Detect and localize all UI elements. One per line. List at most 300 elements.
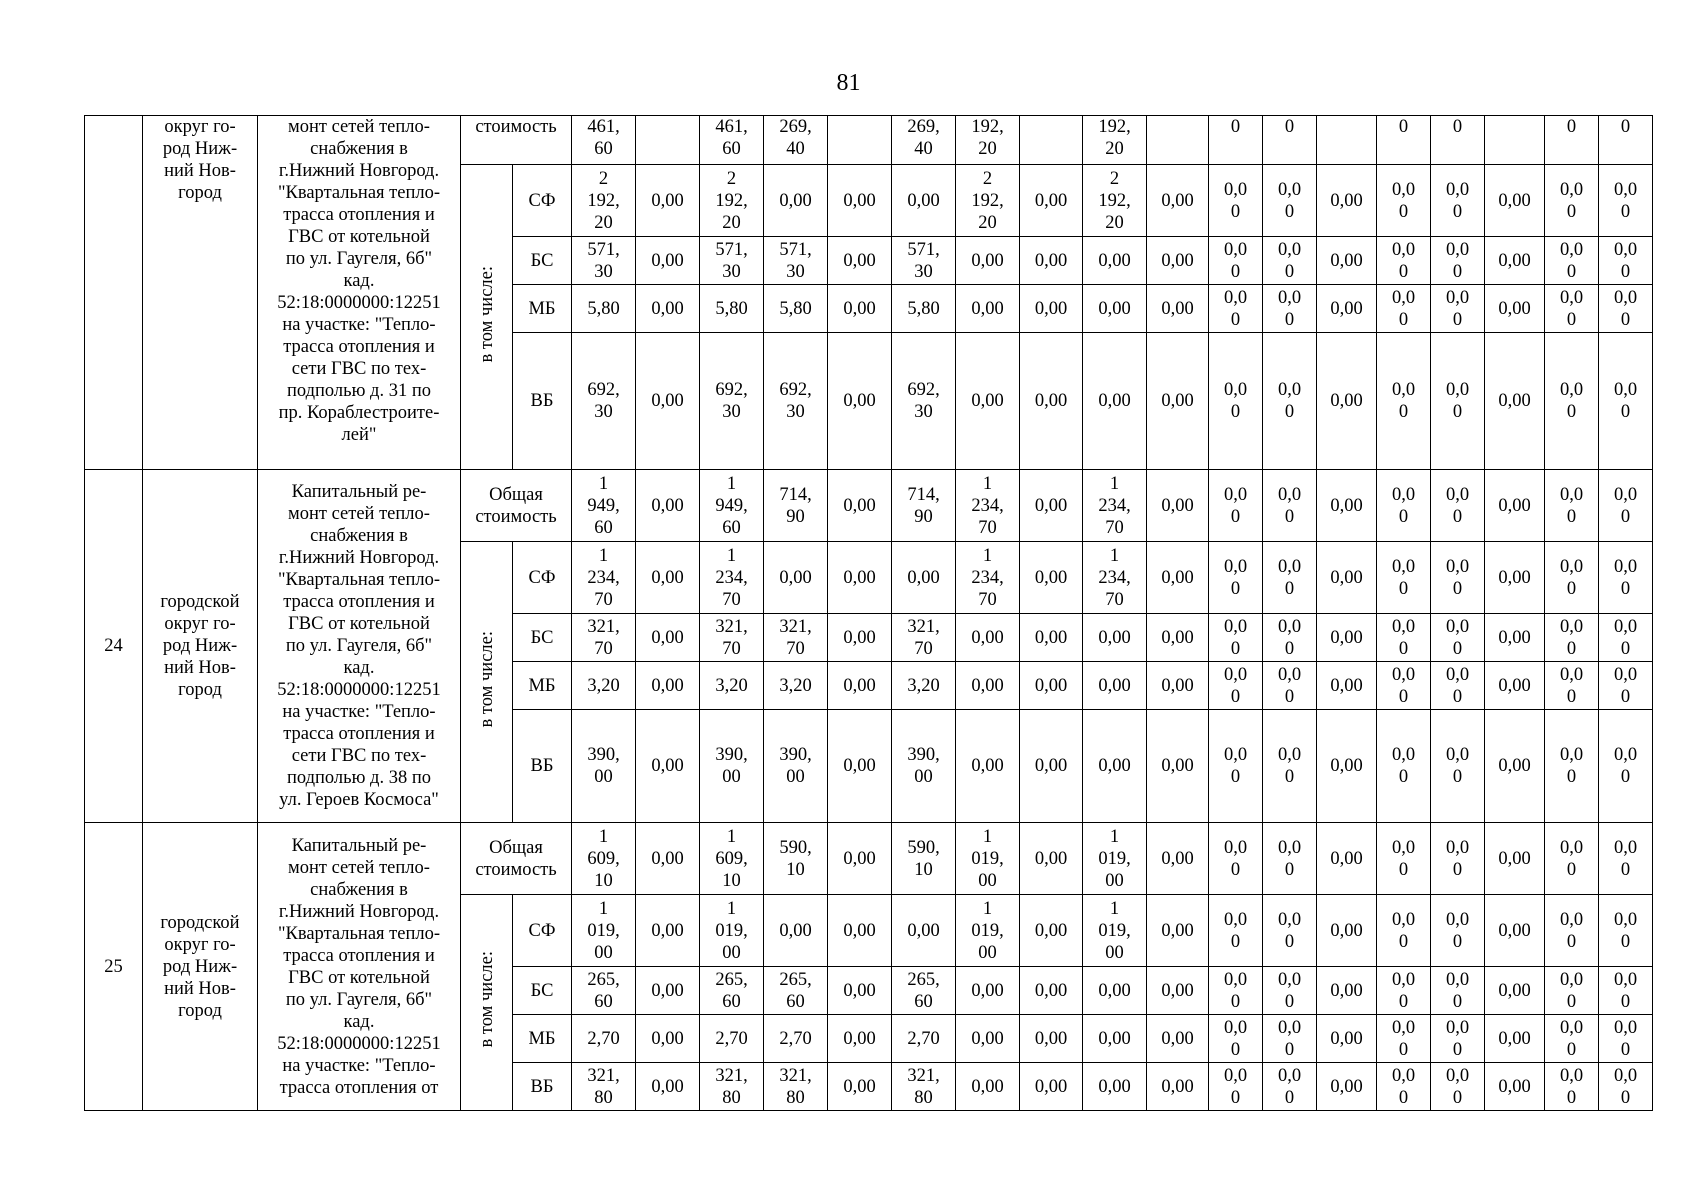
municipality-cell: городской округ го- род Ниж- ний Нов- город bbox=[143, 823, 258, 1111]
value-cell: 0,0 0 bbox=[1263, 542, 1317, 614]
value-cell: 0,0 0 bbox=[1209, 614, 1263, 662]
value-cell: 0,00 bbox=[828, 237, 892, 285]
value-cell: 0,00 bbox=[1485, 710, 1545, 823]
value-cell: 0,0 0 bbox=[1209, 823, 1263, 895]
value-cell: 0,00 bbox=[1020, 237, 1083, 285]
value-cell: 0,00 bbox=[1083, 1015, 1147, 1063]
value-cell: 5,80 bbox=[764, 285, 828, 333]
value-cell: 0,00 bbox=[1020, 967, 1083, 1015]
value-cell: 0,00 bbox=[1485, 165, 1545, 237]
value-cell: 1 019, 00 bbox=[1083, 823, 1147, 895]
value-cell: 0,0 0 bbox=[1545, 237, 1599, 285]
value-cell: 0,00 bbox=[1020, 333, 1083, 470]
value-cell: 0,00 bbox=[1317, 710, 1377, 823]
value-cell: 0,00 bbox=[828, 1015, 892, 1063]
value-cell: 0,00 bbox=[1317, 470, 1377, 542]
value-cell: 0,0 0 bbox=[1599, 823, 1653, 895]
value-cell: 0,0 0 bbox=[1377, 470, 1431, 542]
value-cell: 0,0 0 bbox=[1431, 614, 1485, 662]
value-cell: 0,00 bbox=[828, 710, 892, 823]
value-cell: 0,00 bbox=[1020, 895, 1083, 967]
funding-source-label: БС bbox=[513, 614, 572, 662]
value-cell: 1 949, 60 bbox=[700, 470, 764, 542]
value-cell: 0,00 bbox=[1317, 542, 1377, 614]
value-cell: 3,20 bbox=[892, 662, 956, 710]
value-cell: 0,0 0 bbox=[1431, 710, 1485, 823]
value-cell: 2,70 bbox=[700, 1015, 764, 1063]
value-cell: 3,20 bbox=[572, 662, 636, 710]
value-cell: 0,00 bbox=[1485, 1063, 1545, 1111]
value-cell: 192, 20 bbox=[956, 116, 1020, 165]
funding-source-label: МБ bbox=[513, 662, 572, 710]
value-cell: 0,0 0 bbox=[1599, 333, 1653, 470]
value-cell: 0,00 bbox=[636, 285, 700, 333]
value-cell: 1 019, 00 bbox=[956, 895, 1020, 967]
value-cell: 321, 80 bbox=[764, 1063, 828, 1111]
value-cell: 0,00 bbox=[1317, 1063, 1377, 1111]
value-cell: 0 bbox=[1263, 116, 1317, 165]
value-cell: 0,00 bbox=[828, 333, 892, 470]
value-cell: 714, 90 bbox=[892, 470, 956, 542]
value-cell: 0,00 bbox=[1485, 285, 1545, 333]
table-row bbox=[85, 823, 1653, 895]
value-cell: 0,00 bbox=[956, 662, 1020, 710]
value-cell: 0,00 bbox=[828, 285, 892, 333]
value-cell: 0,00 bbox=[828, 895, 892, 967]
value-cell: 0,00 bbox=[1317, 823, 1377, 895]
funding-source-label: МБ bbox=[513, 285, 572, 333]
value-cell: 265, 60 bbox=[700, 967, 764, 1015]
value-cell: 0,0 0 bbox=[1263, 662, 1317, 710]
value-cell: 0,00 bbox=[892, 895, 956, 967]
value-cell: 0,0 0 bbox=[1377, 662, 1431, 710]
value-cell: 0,0 0 bbox=[1263, 237, 1317, 285]
value-cell: 571, 30 bbox=[700, 237, 764, 285]
value-cell: 0,00 bbox=[1485, 237, 1545, 285]
municipality-cell: округ го- род Ниж- ний Нов- город bbox=[143, 116, 258, 470]
value-cell: 192, 20 bbox=[1083, 116, 1147, 165]
value-cell: 0,0 0 bbox=[1431, 1015, 1485, 1063]
value-cell: 2,70 bbox=[892, 1015, 956, 1063]
value-cell: 0,0 0 bbox=[1599, 614, 1653, 662]
value-cell: 0 bbox=[1377, 116, 1431, 165]
value-cell: 0,00 bbox=[1083, 662, 1147, 710]
value-cell: 0,00 bbox=[636, 470, 700, 542]
value-cell: 0,0 0 bbox=[1599, 285, 1653, 333]
value-cell: 0,0 0 bbox=[1377, 285, 1431, 333]
value-cell: 269, 40 bbox=[892, 116, 956, 165]
value-cell: 0,00 bbox=[1485, 614, 1545, 662]
value-cell: 0,0 0 bbox=[1377, 614, 1431, 662]
value-cell: 0,00 bbox=[1147, 614, 1209, 662]
value-cell: 0,0 0 bbox=[1377, 710, 1431, 823]
value-cell: 0,0 0 bbox=[1545, 614, 1599, 662]
including-label-cell bbox=[461, 165, 513, 470]
value-cell: 265, 60 bbox=[892, 967, 956, 1015]
value-cell: 714, 90 bbox=[764, 470, 828, 542]
table-row bbox=[85, 470, 1653, 542]
value-cell: 571, 30 bbox=[764, 237, 828, 285]
value-cell: 0,00 bbox=[1147, 823, 1209, 895]
value-cell: 321, 70 bbox=[892, 614, 956, 662]
value-cell: 0,0 0 bbox=[1377, 895, 1431, 967]
value-cell: 0,00 bbox=[1083, 614, 1147, 662]
value-cell: 0,00 bbox=[1485, 470, 1545, 542]
value-cell: 0,0 0 bbox=[1431, 662, 1485, 710]
funding-source-label: МБ bbox=[513, 1015, 572, 1063]
value-cell: 390, 00 bbox=[572, 710, 636, 823]
including-label-cell bbox=[461, 895, 513, 1111]
value-cell bbox=[1317, 116, 1377, 165]
value-cell: 0,00 bbox=[1083, 285, 1147, 333]
value-cell: 692, 30 bbox=[700, 333, 764, 470]
value-cell: 2 192, 20 bbox=[1083, 165, 1147, 237]
value-cell: 0,00 bbox=[636, 895, 700, 967]
value-cell: 0,00 bbox=[956, 1015, 1020, 1063]
including-label: в том числе: bbox=[476, 630, 497, 728]
row-number: 24 bbox=[85, 470, 143, 823]
value-cell: 0,0 0 bbox=[1545, 1015, 1599, 1063]
value-cell: 0,0 0 bbox=[1545, 895, 1599, 967]
value-cell: 0,0 0 bbox=[1209, 237, 1263, 285]
including-label: в том числе: bbox=[476, 951, 497, 1048]
value-cell: 265, 60 bbox=[572, 967, 636, 1015]
value-cell: 0,0 0 bbox=[1209, 895, 1263, 967]
value-cell: 0,0 0 bbox=[1599, 1063, 1653, 1111]
value-cell: 2 192, 20 bbox=[572, 165, 636, 237]
value-cell: 0,0 0 bbox=[1599, 165, 1653, 237]
value-cell: 0,00 bbox=[956, 237, 1020, 285]
funding-source-label: ВБ bbox=[513, 333, 572, 470]
value-cell: 0,0 0 bbox=[1263, 333, 1317, 470]
row-number bbox=[85, 116, 143, 470]
value-cell: 0,00 bbox=[1147, 165, 1209, 237]
value-cell: 321, 80 bbox=[572, 1063, 636, 1111]
value-cell: 461, 60 bbox=[572, 116, 636, 165]
value-cell: 0,0 0 bbox=[1431, 165, 1485, 237]
value-cell: 0,00 bbox=[636, 662, 700, 710]
value-cell: 0 bbox=[1209, 116, 1263, 165]
value-cell: 692, 30 bbox=[764, 333, 828, 470]
value-cell: 0,0 0 bbox=[1209, 710, 1263, 823]
value-cell: 5,80 bbox=[572, 285, 636, 333]
funding-source-label: ВБ bbox=[513, 710, 572, 823]
value-cell: 390, 00 bbox=[700, 710, 764, 823]
value-cell: 0,00 bbox=[1020, 614, 1083, 662]
value-cell: 0,00 bbox=[1147, 542, 1209, 614]
value-cell: 321, 80 bbox=[892, 1063, 956, 1111]
value-cell bbox=[1485, 116, 1545, 165]
value-cell: 0,00 bbox=[1083, 333, 1147, 470]
funding-source-label: БС bbox=[513, 967, 572, 1015]
value-cell: 0,0 0 bbox=[1431, 967, 1485, 1015]
value-cell: 0,0 0 bbox=[1599, 470, 1653, 542]
value-cell: 0,0 0 bbox=[1263, 967, 1317, 1015]
value-cell: 321, 70 bbox=[700, 614, 764, 662]
value-cell: 0,0 0 bbox=[1377, 967, 1431, 1015]
value-cell: 1 019, 00 bbox=[700, 895, 764, 967]
value-cell: 0,00 bbox=[1317, 237, 1377, 285]
value-cell: 3,20 bbox=[764, 662, 828, 710]
value-cell: 1 234, 70 bbox=[956, 542, 1020, 614]
value-cell: 0,0 0 bbox=[1545, 710, 1599, 823]
value-cell: 0,00 bbox=[1020, 1015, 1083, 1063]
value-cell: 0,00 bbox=[636, 710, 700, 823]
value-cell: 0,00 bbox=[1020, 1063, 1083, 1111]
value-cell: 1 949, 60 bbox=[572, 470, 636, 542]
value-cell: 0,0 0 bbox=[1377, 1063, 1431, 1111]
value-cell: 0,0 0 bbox=[1263, 285, 1317, 333]
value-cell: 321, 80 bbox=[700, 1063, 764, 1111]
value-cell: 0,0 0 bbox=[1545, 662, 1599, 710]
value-cell: 692, 30 bbox=[572, 333, 636, 470]
value-cell: 390, 00 bbox=[764, 710, 828, 823]
value-cell: 0,00 bbox=[1083, 967, 1147, 1015]
value-cell: 0 bbox=[1599, 116, 1653, 165]
value-cell: 0,0 0 bbox=[1209, 470, 1263, 542]
value-cell: 0,0 0 bbox=[1545, 470, 1599, 542]
value-cell: 0,00 bbox=[1020, 542, 1083, 614]
value-cell: 0,00 bbox=[1317, 333, 1377, 470]
value-cell: 0,0 0 bbox=[1377, 165, 1431, 237]
value-cell: 3,20 bbox=[700, 662, 764, 710]
value-cell: 0,00 bbox=[1485, 895, 1545, 967]
value-cell: 0,0 0 bbox=[1263, 614, 1317, 662]
value-cell: 0,00 bbox=[1147, 662, 1209, 710]
value-cell: 0,00 bbox=[1020, 710, 1083, 823]
value-cell: 0,00 bbox=[956, 285, 1020, 333]
value-cell: 0,00 bbox=[1020, 823, 1083, 895]
value-cell: 0,00 bbox=[1083, 710, 1147, 823]
value-cell: 0,0 0 bbox=[1599, 662, 1653, 710]
value-cell: 0,0 0 bbox=[1263, 1063, 1317, 1111]
value-cell: 0,00 bbox=[1317, 895, 1377, 967]
value-cell: 1 019, 00 bbox=[572, 895, 636, 967]
value-cell: 269, 40 bbox=[764, 116, 828, 165]
value-cell: 0,00 bbox=[1083, 1063, 1147, 1111]
value-cell: 0,0 0 bbox=[1431, 237, 1485, 285]
value-cell: 0,00 bbox=[828, 823, 892, 895]
value-cell: 0,0 0 bbox=[1263, 895, 1317, 967]
value-cell: 0,0 0 bbox=[1431, 542, 1485, 614]
value-cell: 0,0 0 bbox=[1599, 967, 1653, 1015]
value-cell: 0,00 bbox=[764, 895, 828, 967]
value-cell: 0,0 0 bbox=[1209, 285, 1263, 333]
value-cell: 0,00 bbox=[636, 1063, 700, 1111]
page-number: 81 bbox=[836, 70, 861, 96]
value-cell: 0,0 0 bbox=[1377, 1015, 1431, 1063]
value-cell: 0,00 bbox=[956, 1063, 1020, 1111]
value-cell: 0,00 bbox=[956, 614, 1020, 662]
object-description-cell: монт сетей тепло- снабжения в г.Нижний Новгород. "Квартальная тепло- трасса отопления и ГВС от котельной по ул. Гаугеля, 6б" кад. 52:18:0000000:12251 на участке: "Тепло- трасса отопления и сети ГВС по тех- подполью д. 31 по пр. Кораблестроите- лей" bbox=[258, 116, 461, 470]
total-cost-label: Общая стоимость bbox=[461, 823, 572, 895]
value-cell: 0,0 0 bbox=[1263, 1015, 1317, 1063]
including-label: в том числе: bbox=[476, 265, 497, 363]
value-cell: 0,0 0 bbox=[1545, 542, 1599, 614]
table-row bbox=[85, 116, 1653, 165]
value-cell: 0,0 0 bbox=[1431, 1063, 1485, 1111]
object-description-cell: Капитальный ре- монт сетей тепло- снабжения в г.Нижний Новгород. "Квартальная тепло- трасса отопления и ГВС от котельной по ул. Гаугеля, 6б" кад. 52:18:0000000:12251 на участке: "Тепло- трасса отопления и сети ГВС по тех- подполью д. 38 по ул. Героев Космоса" bbox=[258, 470, 461, 823]
value-cell: 0,0 0 bbox=[1209, 333, 1263, 470]
value-cell: 0,00 bbox=[1147, 1015, 1209, 1063]
row-number: 25 bbox=[85, 823, 143, 1111]
value-cell: 0,0 0 bbox=[1431, 333, 1485, 470]
municipality-cell: городской округ го- род Ниж- ний Нов- город bbox=[143, 470, 258, 823]
value-cell: 0,0 0 bbox=[1209, 165, 1263, 237]
value-cell: 0,00 bbox=[1317, 285, 1377, 333]
funding-source-label: СФ bbox=[513, 542, 572, 614]
value-cell: 0,00 bbox=[1147, 1063, 1209, 1111]
value-cell: 0,0 0 bbox=[1545, 823, 1599, 895]
value-cell: 0,00 bbox=[636, 542, 700, 614]
value-cell: 1 019, 00 bbox=[1083, 895, 1147, 967]
value-cell: 0,0 0 bbox=[1545, 165, 1599, 237]
value-cell: 461, 60 bbox=[700, 116, 764, 165]
value-cell: 1 019, 00 bbox=[956, 823, 1020, 895]
value-cell bbox=[1147, 116, 1209, 165]
value-cell: 0,00 bbox=[1147, 710, 1209, 823]
value-cell: 0,0 0 bbox=[1377, 333, 1431, 470]
value-cell: 0,0 0 bbox=[1599, 1015, 1653, 1063]
value-cell: 0,00 bbox=[828, 1063, 892, 1111]
value-cell: 0,00 bbox=[1485, 542, 1545, 614]
value-cell: 0,0 0 bbox=[1263, 470, 1317, 542]
value-cell: 0 bbox=[1431, 116, 1485, 165]
value-cell: 321, 70 bbox=[572, 614, 636, 662]
value-cell: 0,00 bbox=[1317, 614, 1377, 662]
value-cell: 1 234, 70 bbox=[956, 470, 1020, 542]
value-cell bbox=[1020, 116, 1083, 165]
value-cell: 0,00 bbox=[1020, 165, 1083, 237]
value-cell: 0,0 0 bbox=[1599, 542, 1653, 614]
value-cell: 0,0 0 bbox=[1431, 285, 1485, 333]
value-cell: 1 609, 10 bbox=[572, 823, 636, 895]
value-cell: 321, 70 bbox=[764, 614, 828, 662]
value-cell: 0,00 bbox=[636, 333, 700, 470]
value-cell: 1 234, 70 bbox=[1083, 542, 1147, 614]
value-cell bbox=[636, 116, 700, 165]
value-cell: 0,00 bbox=[828, 967, 892, 1015]
value-cell: 0,00 bbox=[892, 542, 956, 614]
value-cell: 0,00 bbox=[1317, 1015, 1377, 1063]
value-cell: 0,0 0 bbox=[1599, 710, 1653, 823]
value-cell: 692, 30 bbox=[892, 333, 956, 470]
value-cell: 0,0 0 bbox=[1209, 1063, 1263, 1111]
value-cell: 0,00 bbox=[636, 823, 700, 895]
value-cell: 0,00 bbox=[956, 967, 1020, 1015]
value-cell: 2,70 bbox=[572, 1015, 636, 1063]
value-cell bbox=[828, 116, 892, 165]
value-cell: 0,00 bbox=[1485, 823, 1545, 895]
value-cell: 0,00 bbox=[1020, 470, 1083, 542]
value-cell: 0,00 bbox=[828, 614, 892, 662]
value-cell: 0,0 0 bbox=[1377, 237, 1431, 285]
total-cost-label: Общая стоимость bbox=[461, 470, 572, 542]
value-cell: 0,00 bbox=[956, 333, 1020, 470]
value-cell: 1 234, 70 bbox=[700, 542, 764, 614]
value-cell: 571, 30 bbox=[572, 237, 636, 285]
value-cell: 0,0 0 bbox=[1209, 542, 1263, 614]
value-cell: 0,0 0 bbox=[1209, 662, 1263, 710]
value-cell: 0,00 bbox=[1020, 662, 1083, 710]
value-cell: 571, 30 bbox=[892, 237, 956, 285]
value-cell: 1 234, 70 bbox=[572, 542, 636, 614]
value-cell: 0,00 bbox=[1147, 237, 1209, 285]
value-cell: 0,00 bbox=[636, 614, 700, 662]
value-cell: 0,0 0 bbox=[1599, 237, 1653, 285]
value-cell: 0,00 bbox=[828, 662, 892, 710]
value-cell: 0,00 bbox=[636, 967, 700, 1015]
value-cell: 0,00 bbox=[1147, 470, 1209, 542]
value-cell: 5,80 bbox=[892, 285, 956, 333]
value-cell: 0 bbox=[1545, 116, 1599, 165]
total-cost-label: стоимость bbox=[461, 116, 572, 165]
funding-source-label: БС bbox=[513, 237, 572, 285]
value-cell: 0,00 bbox=[828, 470, 892, 542]
value-cell: 0,0 0 bbox=[1263, 710, 1317, 823]
value-cell: 0,0 0 bbox=[1209, 1015, 1263, 1063]
value-cell: 0,00 bbox=[1020, 285, 1083, 333]
value-cell: 0,00 bbox=[1317, 662, 1377, 710]
value-cell: 0,0 0 bbox=[1431, 823, 1485, 895]
value-cell: 0,00 bbox=[636, 1015, 700, 1063]
value-cell: 0,00 bbox=[1147, 895, 1209, 967]
funding-source-label: ВБ bbox=[513, 1063, 572, 1111]
value-cell: 0,00 bbox=[1485, 967, 1545, 1015]
value-cell: 0,00 bbox=[1147, 285, 1209, 333]
value-cell: 0,00 bbox=[636, 237, 700, 285]
including-label-cell bbox=[461, 542, 513, 823]
value-cell: 0,00 bbox=[956, 710, 1020, 823]
value-cell: 0,0 0 bbox=[1377, 823, 1431, 895]
value-cell: 0,00 bbox=[892, 165, 956, 237]
funding-source-label: СФ bbox=[513, 165, 572, 237]
value-cell: 0,0 0 bbox=[1263, 165, 1317, 237]
value-cell: 0,00 bbox=[1485, 662, 1545, 710]
value-cell: 1 609, 10 bbox=[700, 823, 764, 895]
value-cell: 0,00 bbox=[828, 165, 892, 237]
value-cell: 0,0 0 bbox=[1377, 542, 1431, 614]
value-cell: 0,00 bbox=[764, 542, 828, 614]
value-cell: 0,00 bbox=[828, 542, 892, 614]
value-cell: 0,0 0 bbox=[1545, 1063, 1599, 1111]
value-cell: 0,00 bbox=[1317, 967, 1377, 1015]
value-cell: 0,0 0 bbox=[1431, 470, 1485, 542]
value-cell: 0,00 bbox=[636, 165, 700, 237]
value-cell: 0,0 0 bbox=[1545, 967, 1599, 1015]
value-cell: 0,0 0 bbox=[1545, 333, 1599, 470]
value-cell: 0,00 bbox=[1083, 237, 1147, 285]
value-cell: 0,0 0 bbox=[1431, 895, 1485, 967]
value-cell: 0,0 0 bbox=[1545, 285, 1599, 333]
value-cell: 0,00 bbox=[764, 165, 828, 237]
value-cell: 2 192, 20 bbox=[956, 165, 1020, 237]
value-cell: 0,00 bbox=[1485, 1015, 1545, 1063]
value-cell: 390, 00 bbox=[892, 710, 956, 823]
value-cell: 2 192, 20 bbox=[700, 165, 764, 237]
value-cell: 0,0 0 bbox=[1209, 967, 1263, 1015]
value-cell: 265, 60 bbox=[764, 967, 828, 1015]
value-cell: 590, 10 bbox=[764, 823, 828, 895]
value-cell: 0,00 bbox=[1147, 967, 1209, 1015]
value-cell: 1 234, 70 bbox=[1083, 470, 1147, 542]
object-description-cell: Капитальный ре- монт сетей тепло- снабжения в г.Нижний Новгород. "Квартальная тепло- трасса отопления и ГВС от котельной по ул. Гаугеля, 6б" кад. 52:18:0000000:12251 на участке: "Тепло- трасса отопления от bbox=[258, 823, 461, 1111]
financing-table bbox=[84, 115, 1653, 1111]
value-cell: 0,00 bbox=[1147, 333, 1209, 470]
funding-source-label: СФ bbox=[513, 895, 572, 967]
value-cell: 2,70 bbox=[764, 1015, 828, 1063]
value-cell: 0,00 bbox=[1485, 333, 1545, 470]
